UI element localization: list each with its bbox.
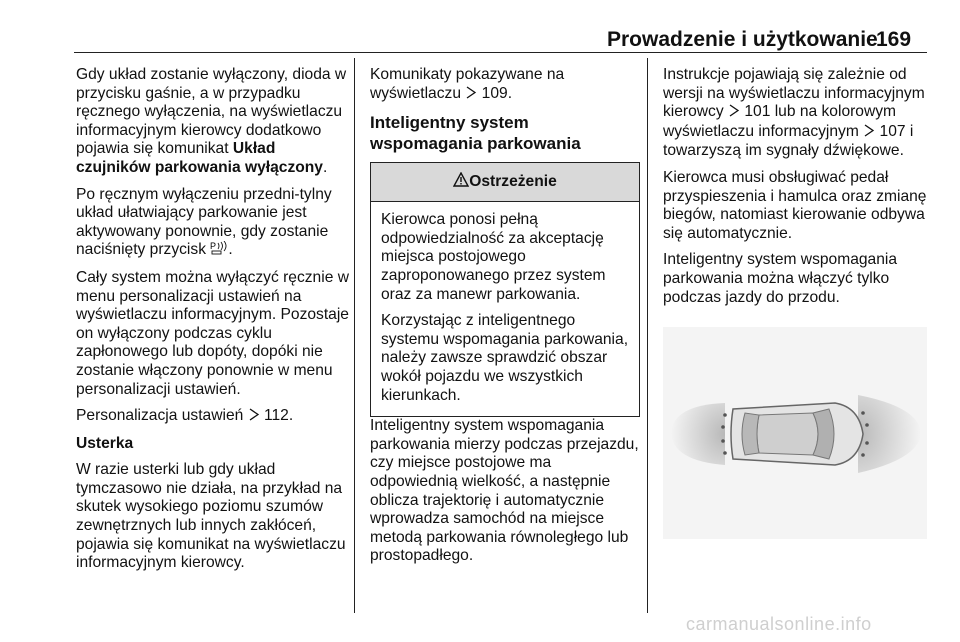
warning-triangle-icon: [453, 164, 469, 202]
warning-body: [371, 202, 639, 416]
page-reference[interactable]: 101 lub na kolorowym wyświetlaczu informacyjnym: [663, 103, 897, 140]
paragraph: Inteligentny system wspomagania parkowania mierzy podczas przejazdu, czy miejsce postojowe ma odpowiednią wielkość, a następnie oblicza trajektorię i automatycznie wprowadza samochód na miejsce metodą parkowania równoległego lub prostopadłego.: [370, 417, 639, 565]
front-sensor-field: [858, 395, 921, 473]
section-title: Inteligentny system wspomagania parkowania: [370, 113, 581, 154]
page-header-title: Prowadzenie i użytkowanie: [607, 28, 878, 51]
subheading-usterka: Usterka: [76, 434, 134, 452]
warning-title: Ostrzeżenie: [469, 173, 557, 191]
car-rear-window: [742, 413, 759, 455]
park-assist-button-icon: [210, 241, 228, 261]
paragraph: Gdy układ zostanie wyłączony, dioda w przycisku gaśnie, a w przypadku ręcznego wyłączenia, na wyświetlaczu informacyjnym kierowcy dodatkowo pojawia się komunikat Układ czujników parkowania wyłączony.: [76, 66, 347, 176]
column-divider-2: [647, 58, 648, 613]
warning-header: [371, 163, 639, 202]
parking-sensor-illustration: [663, 327, 927, 539]
warning-paragraph: Korzystając z inteligentnego systemu wspomagania parkowania, należy zawsze sprawdzić obszar wokół pojazdu we wszystkich kierunkach.: [381, 312, 629, 404]
warning-paragraph: Kierowca ponosi pełną odpowiedzialność za akceptację miejsca postojowego zaproponowanego przez system oraz za manewr parkowania.: [381, 211, 606, 303]
paragraph: Kierowca musi obsługiwać pedał przyspieszenia i hamulca oraz zmianę biegów, natomiast kierowanie odbywa się automatycznie.: [663, 168, 927, 242]
page-reference-arrow-icon: [248, 408, 260, 427]
column-1: [76, 66, 354, 581]
watermark: carmanualsonline.info: [686, 614, 872, 634]
paragraph: Cały system można wyłączyć ręcznie w menu personalizacji ustawień na wyświetlaczu informacyjnym. Pozostaje on wyłączony podczas cyklu zapłonowego lub dopóty, dopóki nie zostanie włączony ponownie w menu personalizacji ustawień.: [76, 268, 349, 398]
paragraph: W razie usterki lub gdy układ tymczasowo nie działa, na przykład na skutek wysokiego poziomu szumów zewnętrznych lub innych zakłóceń, pojawia się komunikat na wyświetlaczu informacyjnym kierowcy.: [76, 461, 346, 572]
paragraph: Po ręcznym wyłączeniu przedni-tylny układ ułatwiający parkowanie jest aktywowany ponownie, gdy zostanie naciśnięty przycisk P .: [76, 186, 354, 261]
paragraph: Komunikaty pokazywane na wyświetlaczu 109.: [370, 66, 640, 104]
column-divider-1: [354, 58, 355, 613]
page-reference-arrow-icon: [863, 124, 875, 143]
page-reference[interactable]: 107 i towarzyszą im sygnały dźwiękowe.: [663, 122, 914, 160]
svg-text:P: P: [210, 241, 217, 252]
column-3: [663, 66, 931, 539]
paragraph: Inteligentny system wspomagania parkowania można włączyć tylko podczas jazdy do przodu.: [663, 251, 898, 306]
page-reference-arrow-icon: [465, 86, 477, 105]
message-text: Układ czujników parkowania wyłączony: [76, 140, 323, 176]
page-reference-arrow-icon: [728, 104, 740, 123]
car-top-view-illustration: [663, 327, 927, 539]
car-roof: [757, 413, 818, 455]
warning-box: [370, 162, 640, 417]
column-2: [370, 66, 640, 574]
paragraph: Personalizacja ustawień 112.: [76, 407, 354, 427]
paragraph: Instrukcje pojawiają się zależnie od wersji na wyświetlaczu informacyjnym kierowcy 101 lub na kolorowym wyświetlaczu informacyjnym 107 i towarzyszą im sygnały dźwiękowe.: [663, 66, 925, 160]
rear-sensor-field: [671, 403, 725, 465]
page-reference[interactable]: 112.: [263, 407, 294, 425]
page-reference[interactable]: 109.: [481, 84, 513, 102]
header-divider: [74, 52, 927, 53]
page-number: 169: [876, 28, 912, 51]
